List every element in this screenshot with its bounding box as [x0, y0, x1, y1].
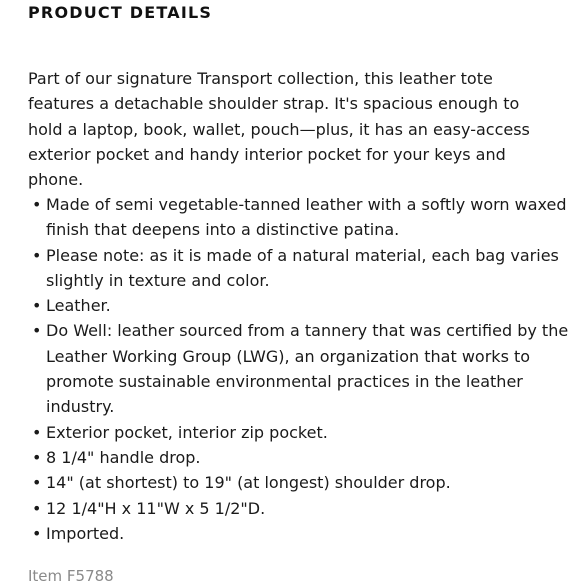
feature-item: • Imported.	[46, 521, 576, 546]
feature-item: • 12 1/4"H x 11"W x 5 1/2"D.	[46, 496, 576, 521]
feature-item: • 14" (at shortest) to 19" (at longest) shoulder drop.	[46, 470, 576, 495]
feature-item: • Do Well: leather sourced from a tannery that was certified by the Leather Working Group (LWG), an organization that works to promote sustainable environmental practices in the leather industry.	[46, 318, 576, 419]
feature-item: • Made of semi vegetable-tanned leather with a softly worn waxed finish that deepens into a distinctive patina.	[46, 192, 576, 243]
product-features-list	[28, 192, 576, 546]
feature-item: • 8 1/4" handle drop.	[46, 445, 576, 470]
feature-item: • Exterior pocket, interior zip pocket.	[46, 420, 576, 445]
item-code: Item F5788	[28, 567, 114, 585]
section-title: PRODUCT DETAILS	[28, 3, 213, 22]
feature-item: • Please note: as it is made of a natural material, each bag varies slightly in texture and color.	[46, 243, 576, 294]
product-description: Part of our signature Transport collection, this leather tote features a detachable shoulder strap. It's spacious enough to hold a laptop, book, wallet, pouch—plus, it has an easy-access exterior pocket and handy interior pocket for your keys and phone.	[28, 69, 530, 190]
feature-item: • Leather.	[46, 293, 576, 318]
